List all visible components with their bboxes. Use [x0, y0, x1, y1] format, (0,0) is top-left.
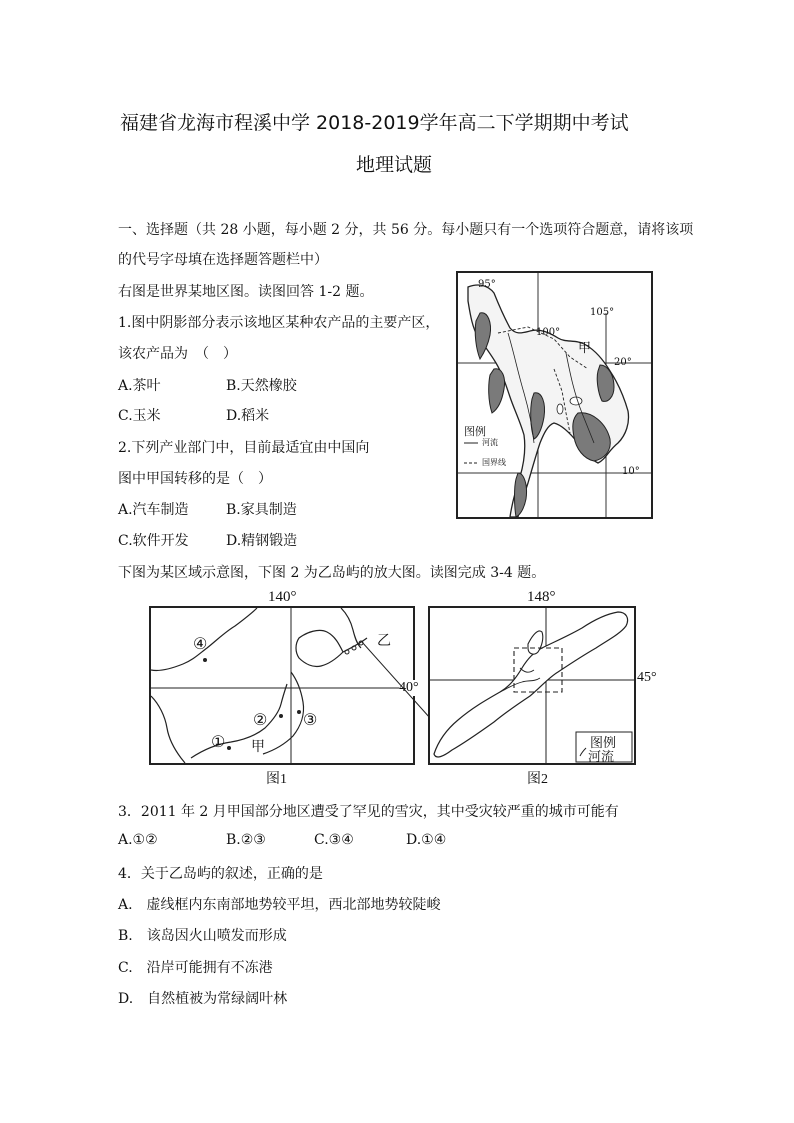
q3-option-a: A.①② — [118, 832, 158, 848]
q1-option-a: A.茶叶 — [118, 378, 161, 394]
map1-legend-border: 国界线 — [482, 458, 506, 467]
lat-20-label: 20° — [614, 357, 632, 368]
q3-option-b: B.②③ — [226, 832, 266, 848]
q1-stem-line2: 该农产品为 （ ） — [118, 346, 237, 362]
q4-stem: 4．关于乙岛屿的叙述，正确的是 — [118, 866, 323, 882]
q1-option-b: B.天然橡胶 — [226, 378, 297, 394]
q4-option-d: D. 自然植被为常绿阔叶林 — [118, 991, 288, 1007]
country-jia-label: 甲 — [578, 341, 592, 356]
section-instruction-line1: 一、选择题（共 28 小题，每小题 2 分，共 56 分。每小题只有一个选项符合题意，请将该项 — [118, 222, 694, 238]
fig2-lon-label: 148° — [527, 589, 556, 605]
q4-option-c: C. 沿岸可能拥有不冻港 — [118, 960, 273, 976]
q3-stem: 3．2011 年 2 月甲国部分地区遭受了罕见的雪灾，其中受灾较严重的城市可能有 — [118, 804, 619, 820]
q4-option-b: B. 该岛因火山喷发而形成 — [118, 928, 287, 944]
lon-100-label: 100° — [536, 327, 561, 338]
southeast-asia-map-graphic — [458, 273, 651, 517]
fig2-legend-title: 图例 — [590, 735, 617, 750]
fig1-circle-4: ④ — [193, 634, 208, 653]
q1-option-c: C.玉米 — [118, 408, 161, 424]
fig2-caption: 图2 — [527, 772, 548, 787]
q2-option-d: D.精钢锻造 — [226, 533, 298, 549]
q2-stem-line1: 2.下列产业部门中，目前最适宜由中国向 — [118, 440, 370, 456]
fig1-jia-label: 甲 — [251, 739, 265, 755]
q2-option-b: B.家具制造 — [226, 502, 297, 518]
q2-option-c: C.软件开发 — [118, 533, 189, 549]
group1-intro: 右图是世界某地区图。读图回答 1-2 题。 — [118, 284, 374, 300]
q3-option-c: C.③④ — [314, 832, 354, 848]
map1-legend-title: 图例 — [464, 425, 486, 438]
fig1-yi-label: 乙 — [377, 633, 391, 649]
lon-95-label: 95° — [478, 279, 496, 290]
lat-10-label: 10° — [622, 466, 640, 477]
fig1-circle-1: ① — [211, 732, 226, 751]
fig1-circle-2: ② — [253, 710, 268, 729]
fig1-lat-label: 40° — [399, 680, 419, 695]
group2-intro: 下图为某区域示意图，下图 2 为乙岛屿的放大图。读图完成 3-4 题。 — [118, 565, 546, 581]
fig1-circle-3: ③ — [303, 710, 318, 729]
fig2-map — [428, 606, 636, 765]
q3-option-d: D.①④ — [406, 832, 447, 848]
fig1-caption: 图1 — [266, 772, 287, 787]
fig2-lat-label: 45° — [637, 670, 657, 685]
page-subtitle: 地理试题 — [356, 154, 433, 176]
q1-option-d: D.稻米 — [226, 408, 270, 424]
q1-stem-line1: 1.图中阴影部分表示该地区某种农产品的主要产区， — [118, 315, 440, 331]
fig1-lon-label: 140° — [268, 589, 297, 605]
map1-legend-river: 河流 — [482, 438, 498, 447]
page-title: 福建省龙海市程溪中学 2018-2019学年高二下学期期中考试 — [120, 112, 629, 134]
section-instruction-line2: 的代号字母填在选择题答题栏中） — [118, 252, 328, 268]
q2-option-a: A.汽车制造 — [118, 502, 189, 518]
southeast-asia-map — [456, 271, 653, 519]
q2-stem-line2: 图中甲国转移的是（ ） — [118, 471, 272, 487]
fig1-to-fig2-pointer — [360, 640, 432, 720]
fig2-legend-river: 河流 — [588, 749, 615, 764]
lon-105-label: 105° — [590, 307, 615, 318]
q4-option-a: A. 虚线框内东南部地势较平坦，西北部地势较陡峻 — [118, 897, 441, 913]
